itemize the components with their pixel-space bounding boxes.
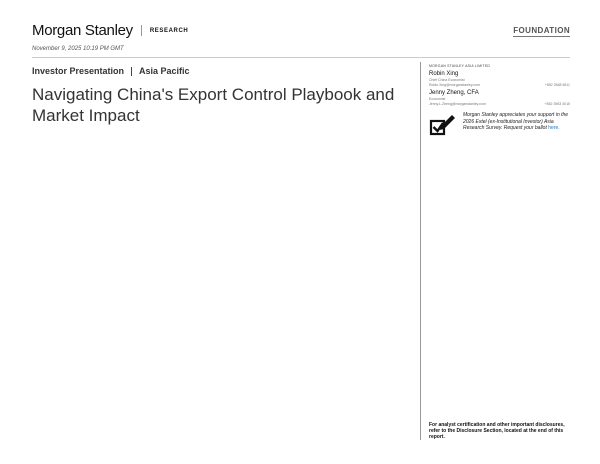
disclosure-note: For analyst certification and other important disclosures, refer to the Disclosure Section, located at the end of this report. xyxy=(429,422,565,440)
author-role: Chief China Economist xyxy=(429,78,465,82)
author-name: Jenny Zheng, CFA xyxy=(429,90,479,96)
author-sidebar xyxy=(420,62,570,440)
header-separator xyxy=(141,25,142,36)
survey-callout xyxy=(429,112,570,136)
report-type: Investor Presentation xyxy=(32,66,125,76)
report-title: Navigating China's Export Control Playbook and Market Impact xyxy=(32,85,395,125)
author-phone: +852 3963 4015 xyxy=(544,102,570,106)
survey-text xyxy=(463,112,570,136)
report-header xyxy=(32,22,188,39)
author-phone: +852 2848 6511 xyxy=(544,83,570,87)
author-contact xyxy=(429,102,570,106)
author-name: Robin Xing xyxy=(429,71,459,77)
author-email[interactable]: Robin.Xing@morganstanley.com xyxy=(429,83,480,87)
author-block xyxy=(429,71,570,87)
survey-message: Morgan Stanley appreciates your support in the 2026 Extel (ex-Institutional Investor) Asia Research Survey. Request your ballot xyxy=(463,112,569,131)
report-region: Asia Pacific xyxy=(139,66,190,76)
ballot-checkbox-icon xyxy=(429,112,457,136)
foundation-badge: FOUNDATION xyxy=(513,26,570,35)
author-contact xyxy=(429,83,570,87)
ballot-link[interactable]: here. xyxy=(548,125,560,131)
subhead-separator xyxy=(131,67,132,76)
org-name: MORGAN STANLEY ASIA LIMITED xyxy=(429,64,491,68)
header-divider xyxy=(32,57,570,58)
author-email[interactable]: Jenny.L.Zheng@morganstanley.com xyxy=(429,102,486,106)
author-role: Economist xyxy=(429,97,446,101)
report-subhead xyxy=(32,66,190,76)
publish-date: November 9, 2025 10:19 PM GMT xyxy=(32,46,124,52)
author-block xyxy=(429,90,570,106)
research-label: RESEARCH xyxy=(149,27,189,34)
morgan-stanley-logo: Morgan Stanley xyxy=(32,22,133,39)
